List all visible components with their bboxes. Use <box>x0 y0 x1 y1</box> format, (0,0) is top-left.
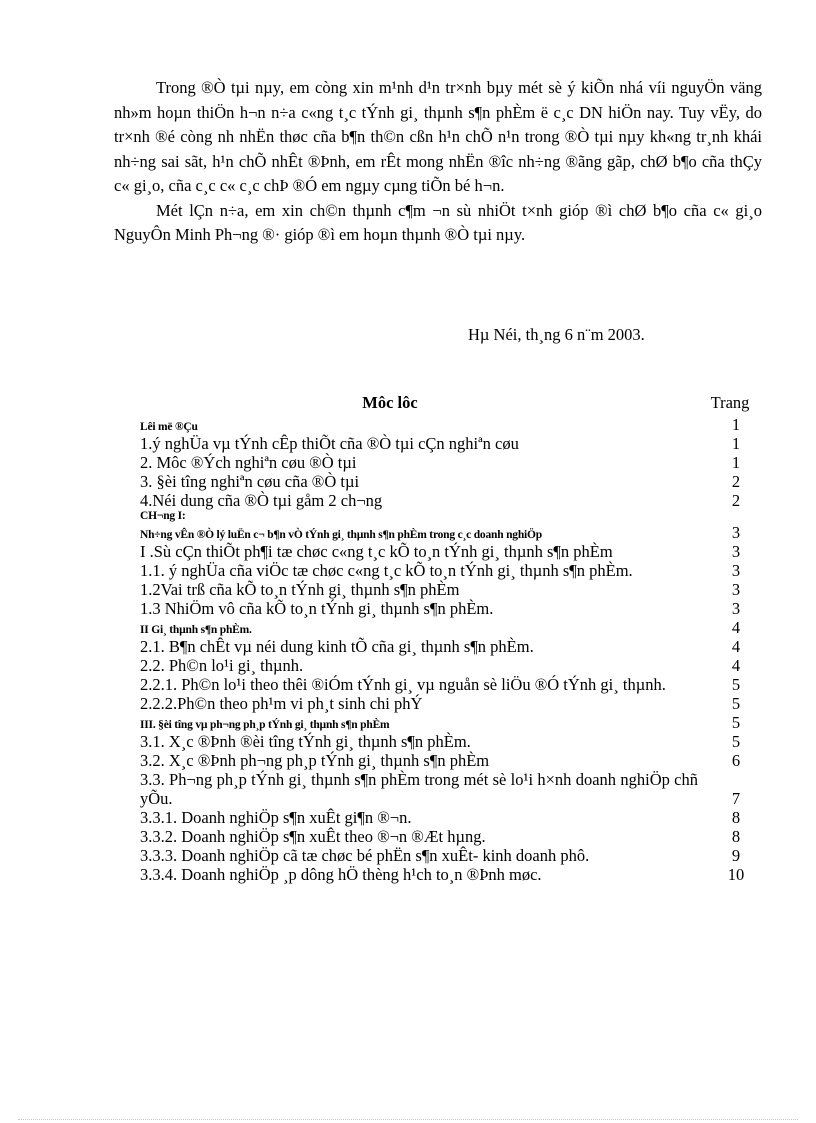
toc-entry <box>140 732 760 751</box>
toc-entry-page: 5 <box>731 713 741 732</box>
toc-entry-page: 8 <box>731 808 741 827</box>
toc-entry-page: 5 <box>731 694 741 713</box>
toc-entry-text: 2.2.2.Ph©n theo ph¹m vi ph¸t sinh chi phÝ <box>140 694 423 713</box>
toc-entry <box>140 694 760 713</box>
toc-header <box>140 393 760 415</box>
toc-entry-page: 8 <box>731 827 741 846</box>
intro-section <box>114 76 762 248</box>
toc-entry-page: 4 <box>731 618 741 637</box>
toc-entry-page: 5 <box>731 732 741 751</box>
toc-entry <box>140 865 760 884</box>
toc-entry <box>140 434 760 453</box>
toc-entry-text: CH¬ng I: <box>140 510 186 522</box>
toc-entry-page: 6 <box>731 751 741 770</box>
toc-entry-page: 5 <box>731 675 741 694</box>
toc-entry-text: 2.1. B¶n chÊt vµ néi dung kinh tÕ cña gi¸ thµnh s¶n phÈm. <box>140 637 534 656</box>
toc-entry <box>140 561 760 580</box>
toc-entry-text: 1.1. ý nghÜa cña viÖc tæ chøc c«ng t¸c kÕ to¸n tÝnh gi¸ thµnh s¶n phÈm. <box>140 561 633 580</box>
toc-entry-page: 1 <box>731 453 741 472</box>
toc-title: Môc lôc <box>362 393 418 412</box>
toc-entry <box>140 656 760 675</box>
toc-entry-text: 1.3 NhiÖm vô cña kÕ to¸n tÝnh gi¸ thµnh s¶n phÈm. <box>140 599 494 618</box>
toc-entry-text: 3.3. Ph¬ng ph¸p tÝnh gi¸ thµnh s¶n phÈm trong mét sè lo¹i h×nh doanh nghiÖp chñ yÕu. <box>140 770 698 808</box>
toc-entry-page: 4 <box>731 637 741 656</box>
toc-entry <box>140 599 760 618</box>
toc-entry-text: 2. Môc ®Ých nghiªn cøu ®Ò tµi <box>140 453 357 472</box>
toc-entry-text: 1.ý nghÜa vµ tÝnh cÊp thiÕt cña ®Ò tµi cÇn nghiªn cøu <box>140 434 519 453</box>
toc-entry-text: 3.3.1. Doanh nghiÖp s¶n xuÊt gi¶n ®¬n. <box>140 808 412 827</box>
toc-entry-text: 3.2. X¸c ®Þnh ph¬ng ph¸p tÝnh gi¸ thµnh s¶n phÈm <box>140 751 490 770</box>
toc-page-label: Trang <box>710 393 750 412</box>
toc-entry-page: 3 <box>731 523 741 542</box>
toc-entry <box>140 523 760 542</box>
toc-entry-text: 4.Néi dung cña ®Ò tµi gåm 2 ch¬ng <box>140 491 383 510</box>
toc-entry-page: 2 <box>731 472 741 491</box>
intro-paragraph: Mét lÇn n÷a, em xin ch©n thµnh c¶m ¬n sù nhiÖt t×nh gióp ®ì chØ b¶o cña c« gi¸o NguyÔn Minh Ph¬ng ®· gióp ®ì em hoµn thµnh ®Ò tµi nµy. <box>114 200 762 244</box>
toc-entry <box>140 510 760 523</box>
toc-entry-page: 3 <box>731 599 741 618</box>
toc-entry-page: 10 <box>727 865 745 884</box>
toc-entry <box>140 637 760 656</box>
toc-entry-text: 2.2. Ph©n lo¹i gi¸ thµnh. <box>140 656 304 675</box>
toc-entry <box>140 827 760 846</box>
toc-entry-page: 1 <box>731 415 741 434</box>
toc-entry-text: II Gi¸ thµnh s¶n phÈm. <box>140 624 252 636</box>
toc-entry <box>140 846 760 865</box>
toc-entry-page: 9 <box>731 846 741 865</box>
toc-entry-text: Lêi më ®Çu <box>140 421 198 433</box>
toc-entry-text: III. §èi tîng vµ ph¬ng ph¸p tÝnh gi¸ thµnh s¶n phÈm <box>140 719 390 731</box>
page-bottom-divider <box>18 1119 798 1120</box>
toc-entry <box>140 713 760 732</box>
toc-entry <box>140 453 760 472</box>
toc-entry-page: 3 <box>731 561 741 580</box>
toc-entry <box>140 770 760 808</box>
toc-entry-page: 3 <box>731 580 741 599</box>
toc-entry <box>140 491 760 510</box>
toc-entry-page: 3 <box>731 542 741 561</box>
toc-entry-text: 3. §èi tîng nghiªn cøu cña ®Ò tµi <box>140 472 360 491</box>
toc-entry <box>140 542 760 561</box>
toc-entry-page: 7 <box>731 789 741 808</box>
toc-entry-text: 3.3.2. Doanh nghiÖp s¶n xuÊt theo ®¬n ®Æt hµng. <box>140 827 486 846</box>
toc-entry-text: 2.2.1. Ph©n lo¹i theo thêi ®iÓm tÝnh gi¸ vµ nguån sè liÖu ®Ó tÝnh gi¸ thµnh. <box>140 675 666 694</box>
toc-entry <box>140 618 760 637</box>
toc-list <box>140 415 760 884</box>
toc-entry-page: 4 <box>731 656 741 675</box>
toc-entry-text: 3.3.4. Doanh nghiÖp ¸p dông hÖ thèng h¹ch to¸n ®Þnh møc. <box>140 865 542 884</box>
toc-entry-text: 3.3.3. Doanh nghiÖp cã tæ chøc bé phËn s¶n xuÊt- kinh doanh phô. <box>140 846 590 865</box>
signature-date: Hµ Néi, th¸ng 6 n¨m 2003. <box>468 325 645 344</box>
toc-entry-page: 2 <box>731 491 741 510</box>
toc-entry-page: 1 <box>731 434 741 453</box>
toc-entry <box>140 472 760 491</box>
toc-entry-text: 1.2Vai trß cña kÕ to¸n tÝnh gi¸ thµnh s¶n phÈm <box>140 580 460 599</box>
intro-paragraph: Trong ®Ò tµi nµy, em còng xin m¹nh d¹n tr×nh bµy mét sè ý kiÕn nhá víi nguyÖn väng nh»m hoµn thiÖn h¬n n÷a c«ng t¸c tÝnh gi¸ thµnh s¶n phÈm ë c¸c DN hiÖn nay. Tuy vËy, do tr×nh ®é còng nh nhËn thøc cña b¶n th©n cßn h¹n chÕ n¹n trong ®Ò tµi nµy kh«ng tr¸nh khái nh÷ng sai sãt, h¹n chÕ nhÊt ®Þnh, em rÊt mong nhËn ®îc nh÷ng ®ãng gãp, chØ b¶o cña thÇy c« gi¸o, cña c¸c c« c¸c chÞ ®Ó em ngµy cµng tiÕn bé h¬n. <box>114 78 762 195</box>
toc-entry <box>140 751 760 770</box>
table-of-contents <box>140 393 760 884</box>
toc-entry-text: I .Sù cÇn thiÕt ph¶i tæ chøc c«ng t¸c kÕ to¸n tÝnh gi¸ thµnh s¶n phÈm <box>140 542 613 561</box>
toc-entry <box>140 808 760 827</box>
toc-entry <box>140 415 760 434</box>
toc-entry <box>140 580 760 599</box>
toc-entry-text: 3.1. X¸c ®Þnh ®èi tîng tÝnh gi¸ thµnh s¶n phÈm. <box>140 732 471 751</box>
toc-entry-text: Nh÷ng vÊn ®Ò lý luËn c¬ b¶n vÒ tÝnh gi¸ thµnh s¶n phÈm trong c¸c doanh nghiÖp <box>140 529 542 541</box>
toc-entry <box>140 675 760 694</box>
